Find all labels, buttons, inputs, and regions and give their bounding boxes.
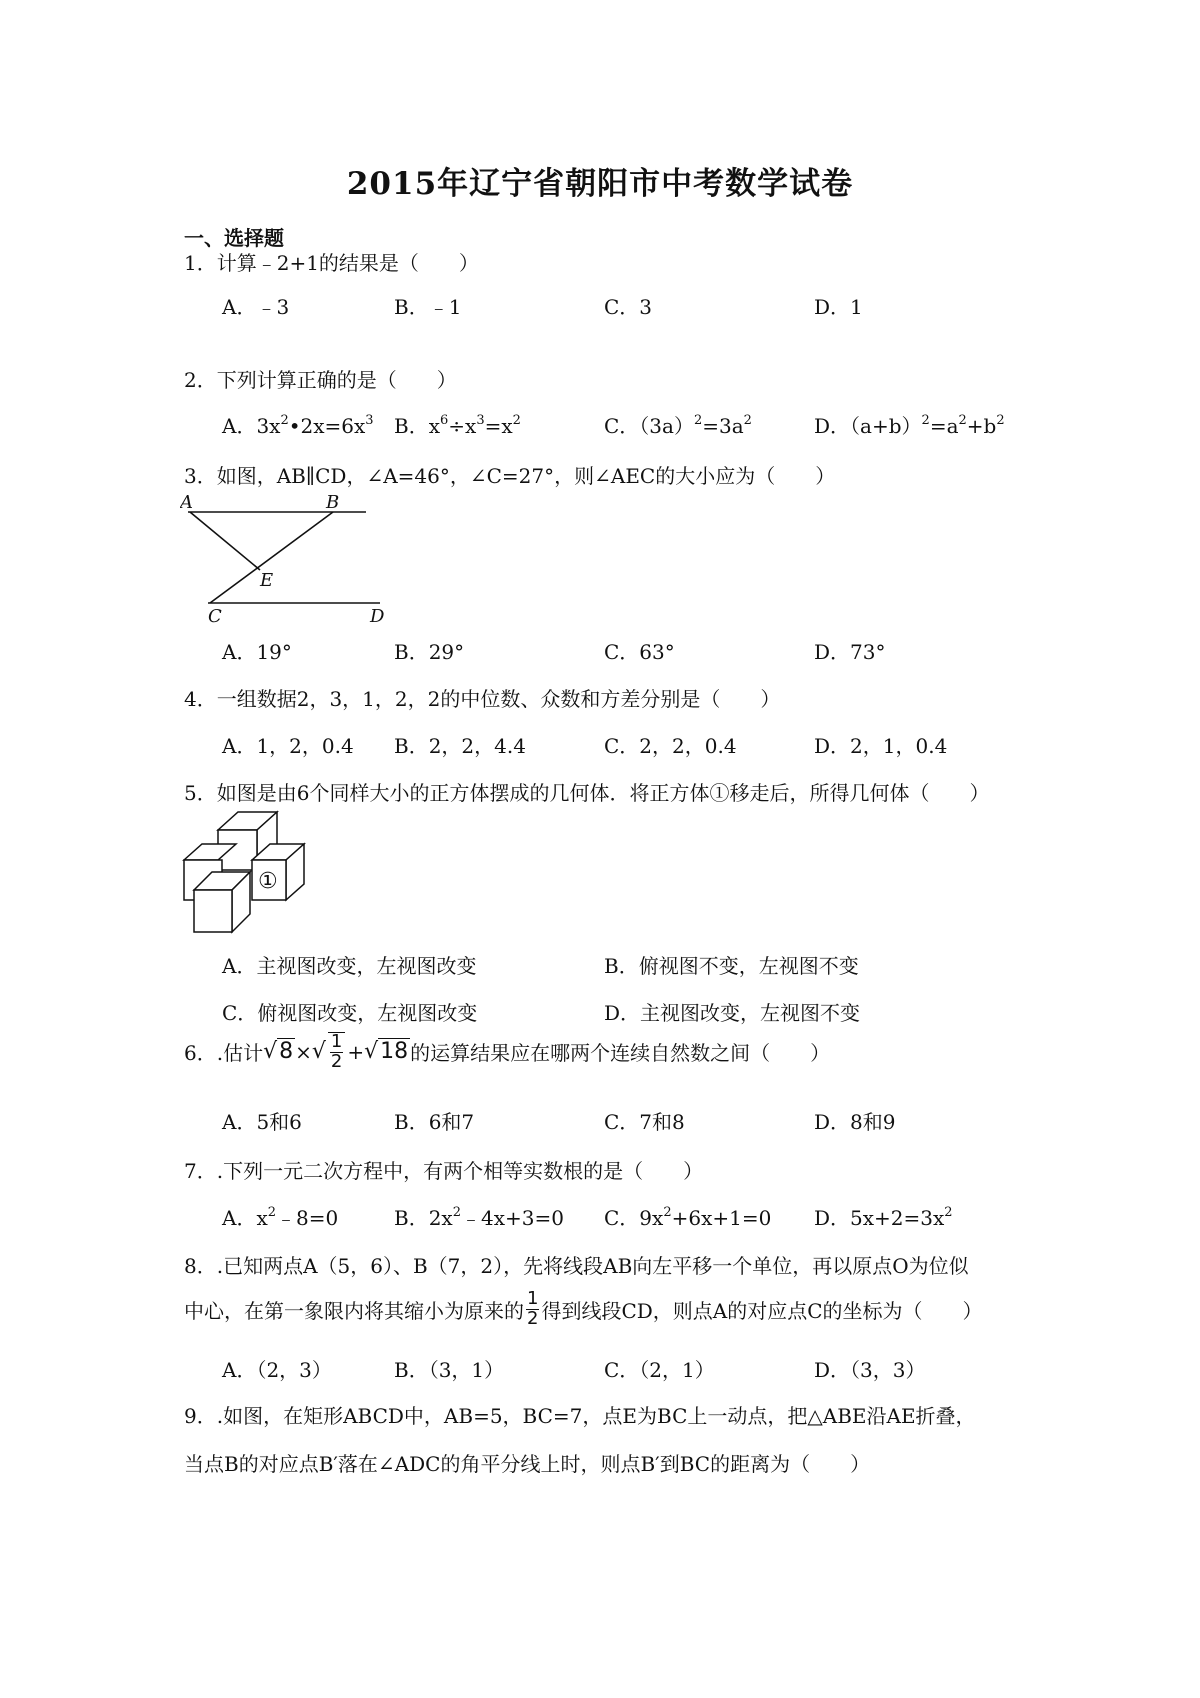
- question-7-stem: 7．.下列一元二次方程中，有两个相等实数根的是（ ）: [184, 1159, 704, 1183]
- q6-option-d: D．8和9: [814, 1110, 896, 1134]
- question-9-line2: 当点B的对应点B′落在∠ADC的角平分线上时，则点B′到BC的距离为（ ）: [184, 1452, 871, 1476]
- q4-option-a: A．1，2，0.4: [222, 734, 354, 758]
- parallel-lines-figure: [180, 488, 390, 626]
- q4-option-c: C．2，2，0.4: [604, 734, 737, 758]
- question-8-line1: 8．.已知两点A（5，6）、B（7，2），先将线段AB向左平移一个单位，再以原点O为位似: [184, 1254, 969, 1278]
- cube-1-label: ①: [258, 869, 278, 894]
- q1-option-b: B．﹣1: [394, 295, 462, 319]
- q7-option-c: C．$9x^2+6x+1=0$: [604, 1205, 772, 1230]
- q6-option-a: A．5和6: [222, 1110, 302, 1134]
- label-c: C: [208, 606, 222, 626]
- label-b: B: [326, 492, 340, 513]
- q1-option-d: D．1: [814, 295, 863, 319]
- q5-option-c: C．俯视图改变，左视图改变: [222, 1001, 478, 1025]
- q2-option-b: B．$x^6\div x^3=x^2$: [394, 413, 521, 438]
- q2-option-d: D．$(a+b)^2=a^2+b^2$: [814, 413, 1005, 438]
- sqrt-half: √ $\frac{1}{2}$: [312, 1032, 347, 1072]
- question-1-stem: 1．计算﹣2+1的结果是（ ）: [184, 251, 479, 275]
- q8-option-b: B．（3，1）: [394, 1358, 505, 1382]
- q1-option-c: C．3: [604, 295, 653, 319]
- question-2-stem: 2．下列计算正确的是（ ）: [184, 368, 457, 392]
- label-e: E: [260, 570, 274, 591]
- q7-option-b: B．$2x^2﹣4x+3=0$: [394, 1205, 564, 1230]
- q4-option-d: D．2，1，0.4: [814, 734, 948, 758]
- q6-option-c: C．7和8: [604, 1110, 685, 1134]
- q5-option-d: D．主视图改变，左视图不变: [604, 1001, 861, 1025]
- q2-option-a: A．$3x^2•2x=6x^3$: [222, 413, 374, 438]
- label-d: D: [370, 606, 385, 626]
- q2-option-c: C．$(3a)^2=3a^2$: [604, 413, 752, 438]
- sqrt-8: √8: [263, 1039, 294, 1065]
- line-ae: [190, 512, 260, 570]
- q8-option-c: C．（2，1）: [604, 1358, 715, 1382]
- q7-option-d: D．$5x+2=3x^2$: [814, 1205, 953, 1230]
- q1-option-a: A．﹣3: [222, 295, 290, 319]
- question-3-stem: 3．如图，AB∥CD，∠A=46°，∠C=27°，则∠AEC的大小应为（ ）: [184, 464, 836, 488]
- q5-option-a: A．主视图改变，左视图改变: [222, 954, 477, 978]
- fraction-half: $\frac{1}{2}$: [527, 1288, 539, 1329]
- q6-option-b: B．6和7: [394, 1110, 475, 1134]
- label-a: A: [180, 492, 193, 513]
- q8-option-a: A．（2，3）: [222, 1358, 332, 1382]
- question-6-stem: 6．.估计 √8 × √ $\frac{1}{2}$ + √18 的运算结果应在哪两个连续自然数之间（ ）: [184, 1031, 831, 1072]
- question-9-line1: 9．.如图，在矩形ABCD中，AB=5，BC=7，点E为BC上一动点，把△ABE沿AE折叠，: [184, 1404, 976, 1428]
- q4-option-b: B．2，2，4.4: [394, 734, 526, 758]
- question-4-stem: 4．一组数据2，3，1，2，2的中位数、众数和方差分别是（ ）: [184, 687, 781, 711]
- sqrt-18: √18: [364, 1039, 409, 1065]
- question-8-line2: 中心，在第一象限内将其缩小为原来的 $\frac{1}{2}$ 得到线段CD，则点A的对应点C的坐标为（ ）: [184, 1288, 983, 1329]
- q3-option-d: D．73°: [814, 640, 886, 664]
- q7-option-a: A．$x^2﹣8=0$: [222, 1205, 339, 1230]
- section-heading: 一、选择题: [184, 226, 284, 250]
- cubes-figure: [180, 810, 310, 936]
- page-title: 2015年辽宁省朝阳市中考数学试卷: [346, 166, 854, 202]
- q3-option-c: C．63°: [604, 640, 675, 664]
- q3-option-b: B．29°: [394, 640, 465, 664]
- q5-option-b: B．俯视图不变，左视图不变: [604, 954, 859, 978]
- q8-option-d: D．（3，3）: [814, 1358, 926, 1382]
- question-5-stem: 5．如图是由6个同样大小的正方体摆成的几何体．将正方体①移走后，所得几何体（ ）: [184, 781, 990, 805]
- q3-option-a: A．19°: [222, 640, 292, 664]
